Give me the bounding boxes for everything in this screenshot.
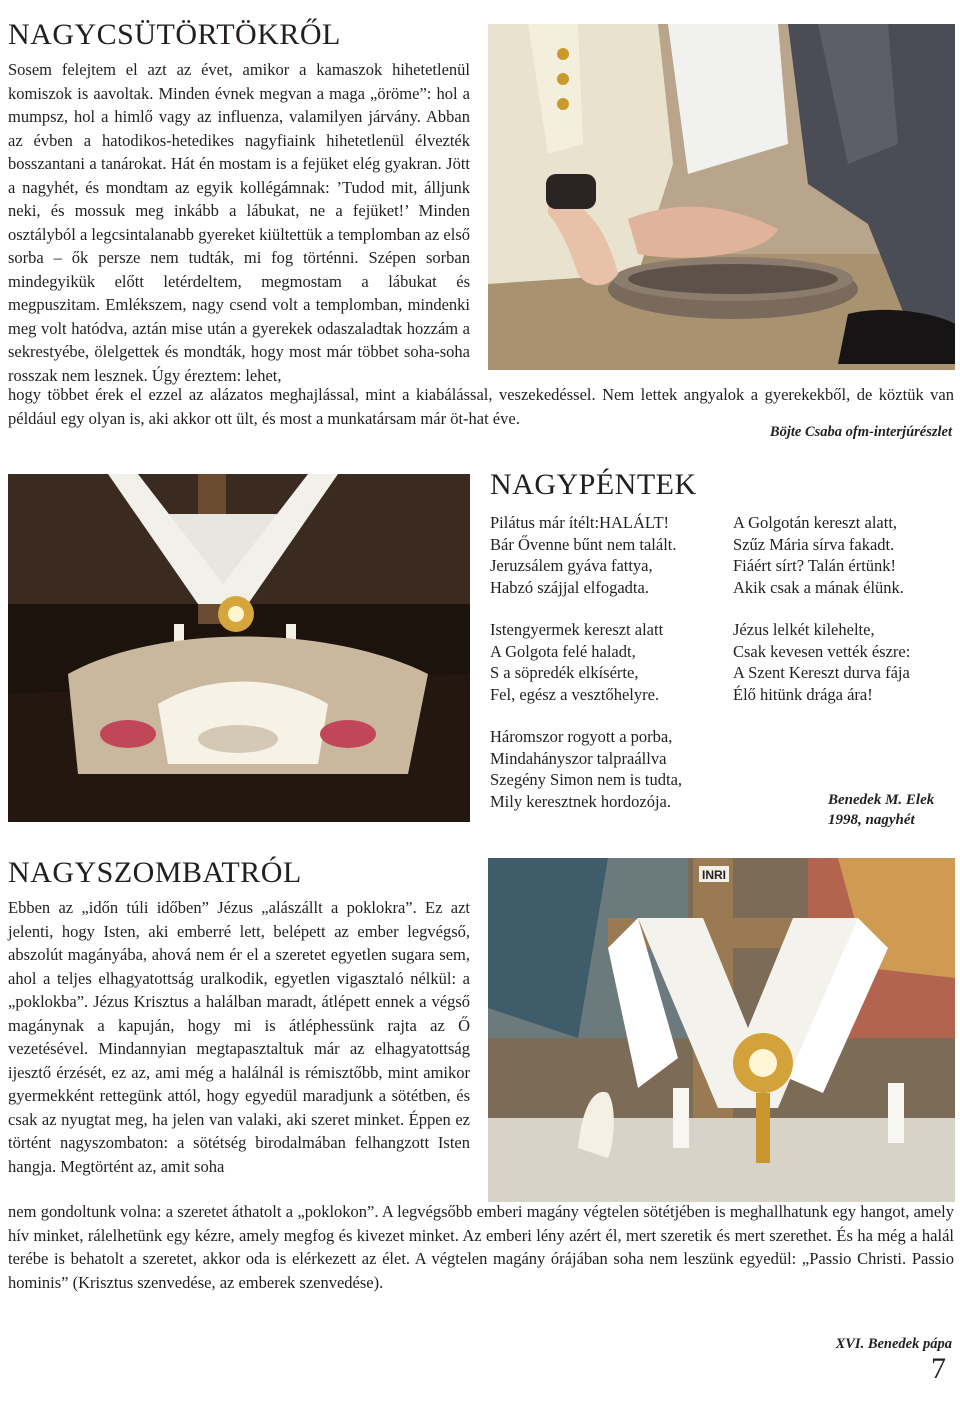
poem-line: Szegény Simon nem is tudta, (490, 770, 683, 789)
section2-signature-date: 1998, nagyhét (828, 812, 915, 828)
poem-line: Csak kevesen vették észre: (733, 641, 911, 661)
section-title-nagycsutortok: NAGYCSÜTÖRTÖKRŐL (8, 18, 341, 51)
section3-paragraph-narrow (8, 896, 470, 1178)
poem-line: Mily keresztnek hordozója. (490, 791, 671, 811)
inri-label: INRI (702, 868, 726, 882)
stanza-right-1 (733, 512, 955, 598)
poem-line: A Szent Kereszt durva fája (733, 663, 910, 682)
stanza-left-3 (490, 726, 725, 812)
stanza-left-1 (490, 512, 725, 598)
poem-line: Fiáért sírt? Talán értünk! (733, 556, 897, 575)
poem-line: Jeruzsálem gyáva fattya, (490, 556, 653, 575)
poem-line: Jézus lelkét kilehelte, (733, 620, 875, 639)
stanza-left-2 (490, 619, 725, 705)
poem-line: Élő hitünk drága ára! (733, 684, 873, 704)
section1-signature: Böjte Csaba ofm-interjúrészlet (769, 424, 952, 440)
photo-altar-repository (8, 474, 470, 822)
poem-line: A Golgota felé haladt, (490, 641, 636, 661)
section1-paragraph-narrow (8, 58, 470, 387)
page-number: 7 (931, 1352, 946, 1385)
section3-text-wide: nem gondoltunk volna: a szeretet áthatolt a „poklokon”. A legvégsőbb emberi magány végtelen sötétjében is meghallhatunk egy hangot, amely hív minket, rálelhetünk egy kézre, amely megfog és kivezet minket. Az emberi lény azért él, mert szeretik és mert szerethet. És ha még a halál terébe is behatolt a szeretet, akkor oda is elérkezett az élet. A végtelen magány órájában soha nem leszünk egyedül: „Passio Christi. Passio hominis” (Krisztus szenvedése, az emberek szenvedése). (8, 1202, 954, 1292)
section-title-nagypentek: NAGYPÉNTEK (490, 468, 697, 501)
poem-line: Mindahányszor talpraállva (490, 748, 667, 768)
altar-illustration (8, 474, 470, 822)
stanza-right-2 (733, 619, 955, 705)
poem-line: Pilátus már ítélt:HALÁLT! (490, 513, 670, 532)
poem-column-right (733, 512, 955, 705)
poem-line: Akik csak a mának élünk. (733, 577, 904, 597)
section1-text-narrow: Sosem felejtem el azt az évet, amikor a kamaszok hihetetlenül komiszok is aavoltak. Minden évnek megvan a maga „öröme”: hol a mumpsz, hol a himlő vagy az influenza, valamilyen járvány. Abban az évben a hatodikos-hetedikes nagyfiaink hihetetlenül élvezték bosszantani a tanárokat. Hát én mostam is a fejüket elég gyakran. Jött a nagyhét, és mondtam az egyik kollégámnak: ’Tudod mit, álljunk neki, és mossuk meg inkább a lábukat, ne a fejüket!’ Minden osztályból a legcsintalanabb gyereket kiültettük a templomban az első sorba – ők persze nem tudták, mi fog történni. Szépen sorban mindegyikük előtt letérdeltem, megmostam a lábukat és megpuszitam. Emlékszem, nagy csend volt a templomban, mindenki meg volt hatódva, aztán mise után a gyerekek odaszaladtak hozzám a sekrestyébe, ölelgettek és mondták, hogy most már többet soha-soha rosszak nem lesznek. Úgy éreztem: lehet, (8, 60, 470, 385)
poem-line: Habzó szájjal elfogadta. (490, 577, 649, 597)
section3-signature: XVI. Benedek pápa (835, 1336, 952, 1352)
poem-line: A Golgotán kereszt alatt, (733, 513, 898, 532)
poem-line: S a söpredék elkísérte, (490, 663, 639, 682)
poem-column-left (490, 512, 725, 812)
section2-signature-author: Benedek M. Elek (828, 792, 935, 808)
poem-line: Bár Ővenne bűnt nem talált. (490, 534, 677, 554)
photo-foot-washing (488, 24, 955, 370)
section3-paragraph-wide (8, 1200, 954, 1294)
cross-illustration (488, 858, 955, 1202)
foot-washing-illustration (488, 24, 955, 370)
section1-paragraph-wide (8, 383, 954, 430)
poem-line: Szűz Mária sírva fakadt. (733, 534, 895, 554)
section2-signature (828, 790, 958, 830)
photo-cross-monstrance (488, 858, 955, 1202)
poem-line: Fel, egész a vesztőhelyre. (490, 684, 660, 704)
section3-text-narrow: Ebben az „időn túli időben” Jézus „alászállt a poklokra”. Ez azt jelenti, hogy Isten, aki emberré lett, belépett az ember legvégső, abszolút magányába, ahová nem ér el a szeretet egyetlen sugara sem, ahol a teljes elhagyatottság uralkodik, egyetlen vigasztaló nélkül: a „poklokba”. Jézus Krisztus a halálban maradt, átlépett ennek a végső magánynak a kapuján, hogy mi is átléphessünk rajta az Ő vezetésével. Mindannyian megtapasztaltuk már az elhagyatottság ijesztő érzését, ez az, ami még a halálnál is rémisztőbb, mint amikor gyermekként rettegünk attól, hogy egyedül maradjunk a sötétben, és csak az nyugtat meg, ha jelen van valaki, aki szeret minket. Éppen ez történt nagyszombaton: a sötétség birodalmában felhangzott Isten hangja. Megtörtént az, amit soha (8, 898, 470, 1176)
section-title-nagyszombat: NAGYSZOMBATRÓL (8, 856, 302, 889)
poem-line: Háromszor rogyott a porba, (490, 727, 673, 746)
poem-line: Istengyermek kereszt alatt (490, 620, 664, 639)
section1-text-wide: hogy többet érek el ezzel az alázatos meghajlással, mint a kiabálással, veszekedéssel. Nem lettek angyalok a gyerekekből, de köztük van például egy olyan is, aki akkor ott ült, és most a munkatársam már öt-hat éve. (8, 385, 954, 428)
